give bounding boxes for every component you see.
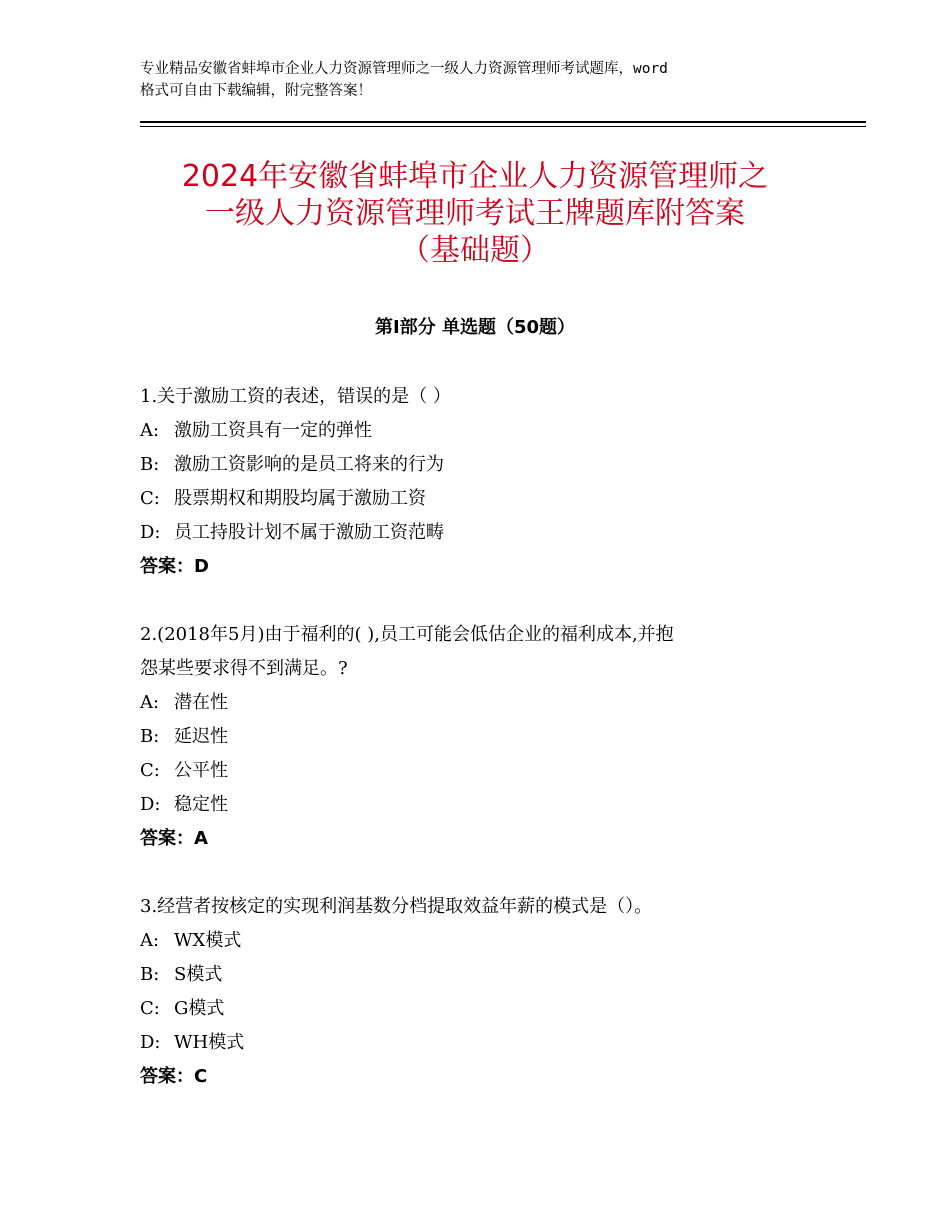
answer-label: 答案：A	[140, 828, 208, 849]
option-letter: D:	[140, 1032, 161, 1053]
option-b	[140, 720, 820, 754]
document-title-line2: 一级人力资源管理师考试王牌题库附答案	[205, 196, 745, 231]
header-rule-thin	[140, 126, 866, 127]
document-title	[110, 158, 840, 269]
option-letter: B:	[140, 454, 160, 475]
option-letter: D:	[140, 522, 161, 543]
section-heading: 第Ⅰ部分 单选题（50题）	[374, 317, 575, 338]
option-d	[140, 1026, 820, 1060]
option-text: G模式	[174, 998, 225, 1019]
option-c	[140, 992, 820, 1026]
option-text: 稳定性	[174, 794, 228, 815]
option-text: 激励工资影响的是员工将来的行为	[174, 454, 444, 475]
option-letter: B:	[140, 726, 160, 747]
option-letter: C:	[140, 998, 160, 1019]
question-2	[140, 618, 820, 856]
option-text: WH模式	[174, 1032, 245, 1053]
question-stem: 1.关于激励工资的表述，错误的是（ ）	[140, 386, 451, 407]
question-stem: 3.经营者按核定的实现利润基数分档提取效益年薪的模式是（）。	[140, 896, 653, 917]
option-c	[140, 754, 820, 788]
question-1	[140, 380, 820, 584]
option-b	[140, 448, 820, 482]
option-a	[140, 686, 820, 720]
option-text: 激励工资具有一定的弹性	[174, 420, 372, 441]
option-letter: A:	[140, 692, 160, 713]
header-note-line2: 格式可自由下载编辑，附完整答案！	[140, 83, 372, 99]
option-text: 股票期权和期股均属于激励工资	[174, 488, 426, 509]
answer-label: 答案：C	[140, 1066, 208, 1087]
question-stem: 2.(2018年5月)由于福利的( ),员工可能会低估企业的福利成本,并抱	[140, 624, 674, 645]
option-c	[140, 482, 820, 516]
option-letter: A:	[140, 930, 160, 951]
option-letter: B:	[140, 964, 160, 985]
option-a	[140, 924, 820, 958]
option-a	[140, 414, 820, 448]
document-title-line1: 2024年安徽省蚌埠市企业人力资源管理师之	[181, 159, 769, 194]
option-text: 员工持股计划不属于激励工资范畴	[174, 522, 444, 543]
header-rule-thick	[140, 121, 866, 123]
option-text: WX模式	[174, 930, 242, 951]
option-letter: A:	[140, 420, 160, 441]
option-letter: C:	[140, 760, 160, 781]
option-b	[140, 958, 820, 992]
question-3	[140, 890, 820, 1094]
option-letter: D:	[140, 794, 161, 815]
option-text: 延迟性	[174, 726, 228, 747]
option-text: S模式	[174, 964, 223, 985]
option-d	[140, 516, 820, 550]
option-letter: C:	[140, 488, 160, 509]
question-list	[140, 380, 820, 1128]
option-d	[140, 788, 820, 822]
option-text: 公平性	[174, 760, 228, 781]
header-note-line1: 专业精品安徽省蚌埠市企业人力资源管理师之一级人力资源管理师考试题库，word	[140, 61, 668, 77]
option-text: 潜在性	[174, 692, 228, 713]
question-stem-continued: 怨某些要求得不到满足。?	[140, 658, 348, 679]
document-title-line3: （基础题）	[400, 233, 550, 268]
header-note	[140, 58, 830, 102]
answer-label: 答案：D	[140, 556, 209, 577]
